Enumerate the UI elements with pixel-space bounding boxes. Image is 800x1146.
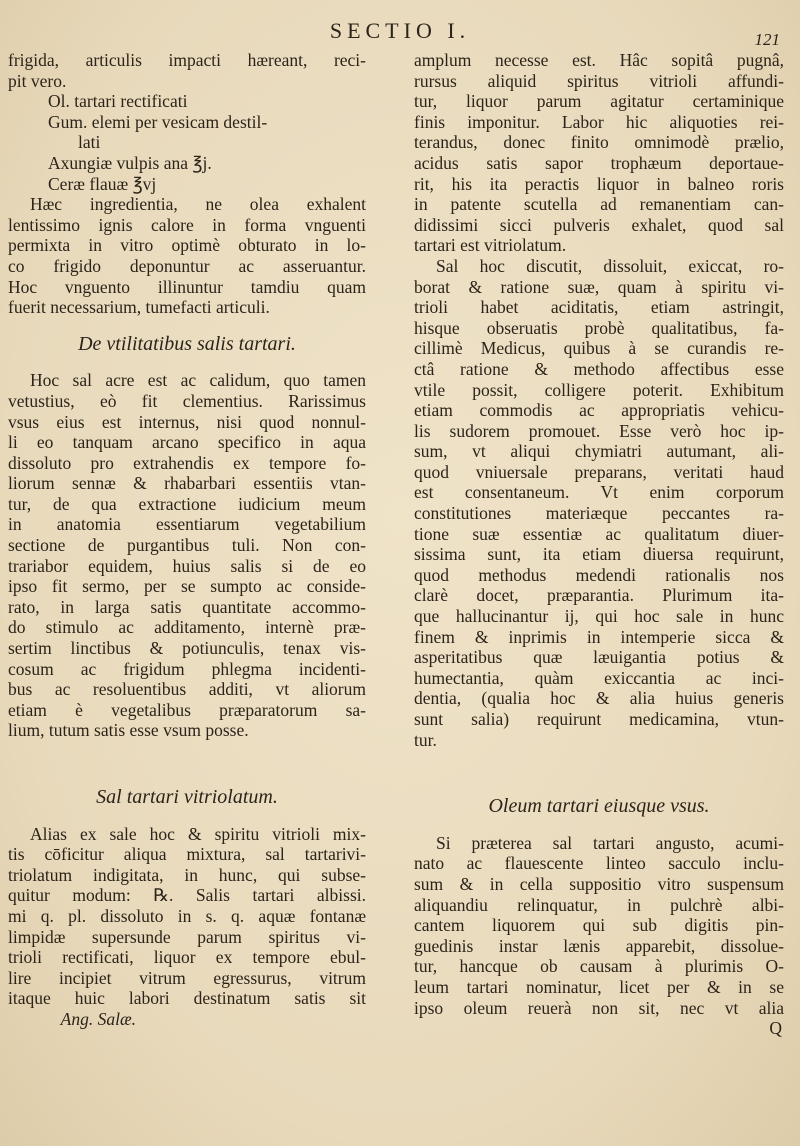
text-line: est consentaneum. Vt enim corporum — [414, 482, 784, 503]
text-line: mi q. pl. dissoluto in s. q. aquæ fontanæ — [8, 905, 366, 926]
text-line: tur, hancque ob causam à plurimis O- — [414, 956, 784, 977]
text-line: dissoluto pro extrahendis ex tempore fo- — [8, 452, 366, 473]
text-line: permixta in vitro optimè obturato in lo- — [8, 235, 366, 256]
text-line: tur, de qua extractione iudicium meum — [8, 493, 366, 514]
text-line: Alias ex sale hoc & spiritu vitrioli mix- — [30, 823, 366, 844]
text-line: quod methodus medendi rationalis nos — [414, 564, 784, 585]
text-line: didissimi sicci pulveris exhalet, quod sal — [414, 214, 784, 235]
recipe-line: lati — [78, 132, 101, 153]
text-line: do stimulo ac additamento, internè præ- — [8, 617, 366, 638]
text-line: lire incipiet vitrum egressurus, vitrum — [8, 967, 366, 988]
running-head — [0, 14, 800, 49]
text-line: vtile possit, colligere poterit. Exhibitum — [414, 379, 784, 400]
text-line: leum tartari nominatur, licet per & in se — [414, 976, 784, 997]
text-line: rursus aliquid spiritus vitrioli affundi- — [414, 70, 784, 91]
section-title: SECTIO I. — [329, 18, 471, 43]
text-line: cillimè Medicus, quibus à se curandis re- — [414, 338, 784, 359]
text-line: acidus satis sapor trophæum deportaue- — [414, 152, 784, 173]
text-line: finis imponitur. Labor hic aliquoties rei- — [414, 111, 784, 132]
text-line: sertim linctibus & potiunculis, tenax vis- — [8, 638, 366, 659]
text-line: ipso oleum reuerà non sit, nec vt alia — [414, 997, 784, 1018]
text-line: guedinis instar lænis apparebit, dissolue- — [414, 935, 784, 956]
text-line: vetustius, eò fit clementius. Rarissimus — [8, 390, 366, 411]
text-line: sunt salia) requirunt medicamina, vtun- — [414, 709, 784, 729]
text-line: co frigido deponuntur ac asseruantur. — [8, 255, 366, 276]
text-line: Hoc sal acre est ac calidum, quo tamen — [30, 370, 366, 391]
text-line: in anatomia essentiarum vegetabilium — [8, 514, 366, 535]
text-line: nato ac flauescente linteo sacculo inclu- — [414, 853, 784, 874]
page-number: 121 — [754, 30, 780, 49]
text-line: constitutiones materiæque peccantes ra- — [414, 503, 784, 524]
text-line: itaque huic labori destinatum satis sit — [8, 988, 366, 1009]
text-line: borat & ratione suæ, quam à spiritu vi- — [414, 276, 784, 297]
text-line: tur, liquor parum agitatur certaminique — [414, 91, 784, 112]
text-line: bus ac resoluentibus additi, vt aliorum — [8, 679, 366, 700]
right-column — [414, 50, 784, 1039]
text-line: lis sudorem promouet. Esse verò hoc ip- — [414, 420, 784, 441]
text-line: li eo tanquam arcano specifico in aqua — [8, 432, 366, 453]
text-line: sum, vt aliqui chymiatri autumant, ali- — [414, 441, 784, 462]
text-line: rato, in larga satis quantitate accommo- — [8, 596, 366, 617]
text-line: limpidæ supersunde parum spiritus vi- — [8, 926, 366, 947]
text-line: trioli rectificati, liquor ex tempore ebul- — [8, 947, 366, 968]
text-line: cosum ac frigidum phlegma incidenti- — [8, 658, 366, 679]
text-line: clarè docet, præparantia. Plurimum ita- — [414, 585, 784, 606]
section-heading: De vtilitatibus salis tartari. — [78, 332, 296, 355]
recipe-line: Gum. elemi per vesicam destil- — [48, 111, 268, 132]
text-line: sissima sunt, ita etiam diuersa requirunt, — [414, 544, 784, 565]
text-line: hisque obseruatis probè qualitatibus, fa- — [414, 317, 784, 338]
text-line: lium, tutum satis esse vsum posse. — [8, 720, 249, 741]
section-heading: Sal tartari vitriolatum. — [96, 786, 278, 808]
text-line: quitur modum: ℞. Salis tartari albissi. — [8, 885, 366, 906]
text-line: sectione de purgantibus tuli. Non con- — [8, 535, 366, 556]
text-line: pit vero. — [8, 70, 67, 91]
recipe-line: Ceræ flauæ ℥vj — [48, 173, 157, 194]
section-heading: Oleum tartari eiusque vsus. — [488, 795, 710, 818]
text-line: asperitatibus quæ læuigantia potius & — [414, 647, 784, 668]
text-line: Si præterea sal tartari angusto, acumi- — [436, 832, 784, 853]
text-line: humectantia, quàm exiccantia ac inci- — [414, 667, 784, 688]
text-line: amplum necesse est. Hâc sopitâ pugnâ, — [414, 50, 784, 70]
text-line: ipso fit sermo, per se sumpto ac conside- — [8, 576, 366, 597]
text-line: frigida, articulis impacti hæreant, reci- — [8, 50, 366, 70]
text-line: Sal hoc discutit, dissoluit, exiccat, ro- — [436, 255, 784, 276]
text-line: sum & in cella suppositio vitro suspensum — [414, 873, 784, 894]
text-line: Hæc ingredientia, ne olea exhalent — [30, 194, 366, 215]
text-line: dentia, (qualia hoc & alia huius generis — [414, 688, 784, 709]
text-line: etiam commodis ac appropriatis vehicu- — [414, 400, 784, 421]
text-line: terandus, donec finito omnimodè prælio, — [414, 132, 784, 153]
text-line: etiam è vegetalibus præparatorum sa- — [8, 699, 366, 720]
text-line: tione suæ essentiæ ac qualitatum diuer- — [414, 523, 784, 544]
text-line: fuerit necessarium, tumefacti articuli. — [8, 297, 270, 318]
text-line: finem & inprimis in intemperie sicca & — [414, 626, 784, 647]
text-line: aliquandiu relinquatur, in pulchrè albi- — [414, 894, 784, 915]
text-line: tartari est vitriolatum. — [414, 235, 567, 256]
recipe-line: Ol. tartari rectificati — [48, 91, 188, 112]
text-line: in patente scutella ad remanentiam can- — [414, 194, 784, 215]
text-line: quod vniuersale preparans, veritati haud — [414, 461, 784, 482]
text-line: que hallucinantur ij, qui hoc sale in hunc — [414, 606, 784, 627]
text-line: trioli habet aciditatis, etiam astringit, — [414, 297, 784, 318]
text-line: tis cōficitur aliqua mixtura, sal tartarivi- — [8, 844, 366, 865]
text-line: Hoc vnguento illinuntur tamdiu quam — [8, 276, 366, 297]
text-line: lentissimo ignis calore in forma vnguenti — [8, 214, 366, 235]
catchword: Ang. Salæ. — [60, 1008, 136, 1029]
recipe-line: Axungiæ vulpis ana ℥j. — [48, 152, 212, 173]
text-line: cantem liquorem qui sub digitis pin- — [414, 915, 784, 936]
text-line: triolatum indigitata, in hunc, qui subse- — [8, 864, 366, 885]
text-line: rit, his ita peractis liquor in balneo roris — [414, 173, 784, 194]
text-line: liorum sennæ & rhabarbari essentiis vtan- — [8, 473, 366, 494]
text-line: trariabor equidem, huius salis si de eo — [8, 555, 366, 576]
left-column — [8, 50, 366, 1030]
text-line: ctâ ratione & methodo affectibus esse — [414, 358, 784, 379]
catchword: Q — [769, 1018, 782, 1039]
text-line: tur. — [414, 729, 437, 750]
text-line: vsus eius est internus, nisi quod nonnul- — [8, 411, 366, 432]
